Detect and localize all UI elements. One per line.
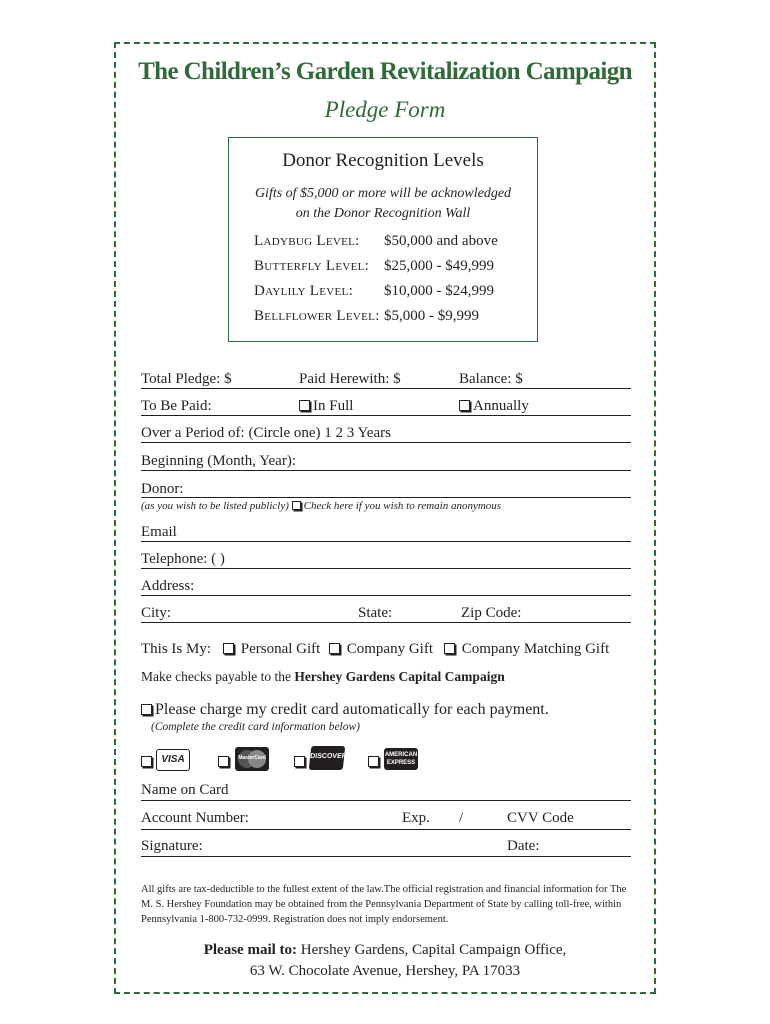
payment-line bbox=[141, 415, 631, 416]
cvv-field[interactable]: CVV Code bbox=[507, 810, 574, 826]
amex-wordmark-line2: EXPRESS bbox=[386, 760, 416, 766]
checkbox-icon[interactable] bbox=[223, 643, 234, 654]
to-be-paid-label: To Be Paid: bbox=[141, 398, 212, 414]
recognition-heading: Donor Recognition Levels bbox=[282, 150, 484, 171]
city-field[interactable]: City: bbox=[141, 605, 172, 621]
account-line bbox=[141, 829, 631, 830]
total-pledge-field[interactable]: Total Pledge: $ bbox=[141, 371, 232, 387]
zip-field[interactable]: Zip Code: bbox=[461, 605, 522, 621]
donor-note-public: (as you wish to be listed publicly) bbox=[141, 500, 289, 512]
visa-checkbox-icon[interactable] bbox=[141, 756, 152, 767]
company-gift-label: Company Gift bbox=[346, 641, 433, 657]
mailing-line1 bbox=[0, 940, 770, 961]
paid-herewith-field[interactable]: Paid Herewith: $ bbox=[299, 371, 401, 387]
personal-gift-option[interactable] bbox=[223, 641, 320, 658]
donor-note-anonymous: Check here if you wish to remain anonymous bbox=[303, 500, 502, 512]
level-amount: $5,000 - $9,999 bbox=[384, 308, 479, 324]
level-amount: $50,000 and above bbox=[384, 233, 498, 249]
donor-recognition-box bbox=[228, 137, 538, 342]
mastercard-wordmark: MasterCard bbox=[238, 755, 266, 761]
checks-payable bbox=[141, 669, 505, 685]
checkbox-icon[interactable] bbox=[444, 643, 455, 654]
level-name: Ladybug Level: bbox=[254, 233, 360, 249]
mailing-address bbox=[0, 940, 770, 982]
recognition-note-line1: Gifts of $5,000 or more will be acknowledged bbox=[254, 186, 512, 201]
donor-field[interactable]: Donor: bbox=[141, 481, 184, 497]
company-matching-label: Company Matching Gift bbox=[461, 641, 610, 657]
mastercard-checkbox-icon[interactable] bbox=[218, 756, 229, 767]
beginning-field[interactable]: Beginning (Month, Year): bbox=[141, 453, 296, 469]
mastercard-logo bbox=[235, 747, 269, 771]
account-number-field[interactable]: Account Number: bbox=[141, 810, 249, 826]
page-subtitle: Pledge Form bbox=[324, 97, 446, 122]
page-title: The Children’s Garden Revitalization Campaign bbox=[138, 58, 632, 85]
address-field[interactable]: Address: bbox=[141, 578, 195, 594]
recognition-note-line2: on the Donor Recognition Wall bbox=[295, 206, 471, 221]
balance-field[interactable]: Balance: $ bbox=[459, 371, 523, 387]
discover-logo bbox=[309, 746, 346, 770]
anonymous-checkbox-icon[interactable] bbox=[292, 501, 301, 510]
period-line bbox=[141, 442, 631, 443]
name-on-card-line bbox=[141, 800, 631, 801]
signature-field[interactable]: Signature: bbox=[141, 838, 203, 854]
amex-logo bbox=[384, 748, 418, 770]
exp-field[interactable]: Exp. bbox=[402, 810, 430, 826]
discover-wordmark: DISCOVER bbox=[309, 753, 348, 760]
amex-checkbox-icon[interactable] bbox=[368, 756, 379, 767]
mail-address-line1: Hershey Gardens, Capital Campaign Office, bbox=[297, 942, 567, 958]
email-field[interactable]: Email bbox=[141, 524, 177, 540]
state-field[interactable]: State: bbox=[358, 605, 393, 621]
this-is-my-label: This Is My: bbox=[141, 641, 212, 657]
checkbox-icon[interactable] bbox=[141, 704, 152, 715]
checkbox-icon[interactable] bbox=[329, 643, 340, 654]
discover-checkbox-icon[interactable] bbox=[294, 756, 305, 767]
level-name: Butterfly Level: bbox=[254, 258, 370, 274]
telephone-field[interactable]: Telephone: ( ) bbox=[141, 551, 225, 567]
charge-card-option[interactable] bbox=[141, 701, 549, 719]
signature-line bbox=[141, 856, 631, 857]
level-amount: $25,000 - $49,999 bbox=[384, 258, 494, 274]
date-field[interactable]: Date: bbox=[507, 838, 540, 854]
charge-card-label: Please charge my credit card automatically for each payment. bbox=[155, 701, 549, 718]
annually-label: Annually bbox=[473, 398, 529, 414]
charge-note: (Complete the credit card information below) bbox=[151, 721, 360, 733]
fine-print: All gifts are tax-deductible to the fullest extent of the law.The official registration and financial information for The M. S. Hershey Foundation may be obtained from the Pennsylvania Department of State by calling toll-free, within Pennsylvania 1-800-732-0999. Registration does not imply endorsement. bbox=[141, 884, 627, 925]
level-name: Bellflower Level: bbox=[254, 308, 380, 324]
checks-prefix: Make checks payable to the bbox=[141, 669, 295, 684]
personal-gift-label: Personal Gift bbox=[240, 641, 321, 657]
mail-address-line2: 63 W. Chocolate Avenue, Hershey, PA 17033 bbox=[249, 963, 521, 979]
in-full-label: In Full bbox=[313, 398, 354, 414]
period-field[interactable]: Over a Period of: (Circle one) 1 2 3 Years bbox=[141, 425, 391, 441]
exp-separator: / bbox=[459, 810, 464, 826]
amex-wordmark-line1: AMERICAN bbox=[384, 752, 418, 758]
address-line bbox=[141, 595, 631, 596]
checkbox-icon[interactable] bbox=[459, 400, 470, 411]
checks-payee: Hershey Gardens Capital Campaign bbox=[294, 669, 505, 684]
city-line bbox=[141, 622, 631, 623]
checkbox-icon[interactable] bbox=[299, 400, 310, 411]
email-line bbox=[141, 541, 631, 542]
amex-wordmark bbox=[384, 751, 418, 767]
company-gift-option[interactable] bbox=[329, 641, 433, 658]
level-amount: $10,000 - $24,999 bbox=[384, 283, 494, 299]
in-full-option[interactable] bbox=[299, 398, 353, 415]
company-matching-option[interactable] bbox=[444, 641, 609, 658]
level-name: Daylily Level: bbox=[254, 283, 354, 299]
donor-note bbox=[141, 500, 501, 512]
mail-label: Please mail to: bbox=[203, 942, 298, 958]
visa-logo: VISA bbox=[156, 749, 190, 771]
name-on-card-field[interactable]: Name on Card bbox=[141, 782, 229, 798]
annually-option[interactable] bbox=[459, 398, 529, 415]
beginning-line bbox=[141, 470, 631, 471]
telephone-line bbox=[141, 568, 631, 569]
recognition-note bbox=[229, 184, 537, 224]
donor-line bbox=[141, 497, 631, 498]
pledge-line bbox=[141, 388, 631, 389]
